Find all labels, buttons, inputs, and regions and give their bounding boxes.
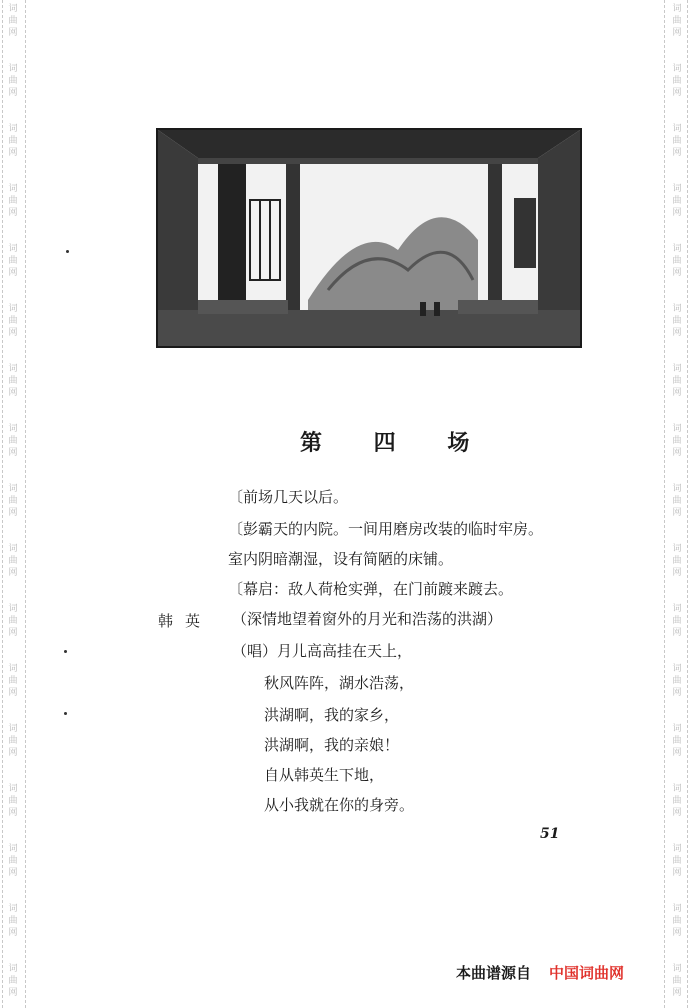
watermark-glyph: 词: [8, 4, 18, 14]
watermark-glyph: 网: [8, 808, 18, 818]
scene-title: 第 四 场: [300, 431, 492, 456]
watermark-glyph: 曲: [8, 436, 18, 446]
watermark-glyph: 网: [672, 148, 682, 158]
watermark-glyph: 网: [8, 388, 18, 398]
watermark-glyph: 网: [8, 28, 18, 38]
footer-source-label: 本曲谱源自: [456, 964, 532, 982]
watermark-glyph: 词: [8, 544, 18, 554]
watermark-glyph: 曲: [8, 616, 18, 626]
watermark-glyph: 词: [672, 484, 682, 494]
watermark-glyph: 词: [8, 64, 18, 74]
watermark-glyph: 网: [672, 688, 682, 698]
watermark-glyph: 曲: [672, 376, 682, 386]
watermark-glyph: 词: [672, 304, 682, 314]
watermark-glyph: 词: [672, 184, 682, 194]
watermark-glyph: 曲: [672, 196, 682, 206]
watermark-glyph: 词: [672, 124, 682, 134]
watermark-glyph: 曲: [672, 436, 682, 446]
watermark-glyph: 词: [672, 964, 682, 974]
watermark-glyph: 曲: [8, 256, 18, 266]
watermark-glyph: 词: [8, 424, 18, 434]
watermark-glyph: 网: [672, 268, 682, 278]
footer-credit: [456, 962, 624, 983]
stage-direction-4: 〔幕启：敌人荷枪实弹，在门前踱来踱去。: [228, 580, 514, 598]
watermark-glyph: 网: [672, 508, 682, 518]
watermark-glyph: 网: [672, 88, 682, 98]
stage-direction-2: 〔彭霸天的内院。一间用磨房改装的临时牢房。: [228, 520, 544, 538]
watermark-glyph: 网: [672, 568, 682, 578]
watermark-glyph: 网: [8, 628, 18, 638]
watermark-glyph: 词: [672, 904, 682, 914]
watermark-glyph: 网: [8, 748, 18, 758]
watermark-glyph: 词: [672, 4, 682, 14]
watermark-glyph: 曲: [672, 976, 682, 986]
stage-direction-1: 〔前场几天以后。: [228, 488, 349, 506]
watermark-glyph: 曲: [672, 856, 682, 866]
watermark-glyph: 网: [672, 28, 682, 38]
scan-speck: [66, 250, 69, 253]
watermark-glyph: 曲: [8, 736, 18, 746]
watermark-glyph: 词: [672, 784, 682, 794]
watermark-glyph: 曲: [8, 196, 18, 206]
watermark-glyph: 曲: [8, 376, 18, 386]
watermark-glyph: 曲: [8, 676, 18, 686]
watermark-glyph: 词: [8, 784, 18, 794]
watermark-glyph: 词: [8, 844, 18, 854]
watermark-glyph: 网: [8, 328, 18, 338]
watermark-glyph: 网: [672, 928, 682, 938]
watermark-glyph: 曲: [8, 316, 18, 326]
speaker-name: 韩英: [158, 612, 213, 630]
watermark-glyph: 词: [8, 724, 18, 734]
watermark-glyph: 曲: [8, 916, 18, 926]
watermark-glyph: 网: [8, 208, 18, 218]
watermark-glyph: 曲: [8, 976, 18, 986]
watermark-glyph: 网: [8, 508, 18, 518]
watermark-glyph: 曲: [672, 556, 682, 566]
watermark-glyph: 词: [8, 604, 18, 614]
watermark-glyph: 词: [672, 844, 682, 854]
lyric-line-5: 从小我就在你的身旁。: [264, 796, 415, 814]
watermark-glyph: 曲: [8, 496, 18, 506]
page-number: 51: [540, 826, 560, 842]
watermark-glyph: 曲: [672, 256, 682, 266]
watermark-glyph: 曲: [8, 556, 18, 566]
watermark-glyph: 词: [8, 484, 18, 494]
watermark-glyph: 曲: [672, 676, 682, 686]
watermark-glyph: 词: [672, 364, 682, 374]
watermark-glyph: 曲: [8, 136, 18, 146]
watermark-glyph: 网: [8, 88, 18, 98]
watermark-glyph: 词: [672, 724, 682, 734]
watermark-glyph: 曲: [8, 76, 18, 86]
watermark-glyph: 曲: [8, 856, 18, 866]
watermark-glyph: 网: [672, 808, 682, 818]
watermark-glyph: 网: [672, 208, 682, 218]
watermark-glyph: 网: [8, 568, 18, 578]
scan-speck: [64, 650, 67, 653]
watermark-glyph: 词: [672, 664, 682, 674]
watermark-glyph: 词: [8, 244, 18, 254]
watermark-glyph: 曲: [672, 796, 682, 806]
stage-set-illustration: [156, 128, 582, 348]
watermark-glyph: 词: [672, 604, 682, 614]
watermark-glyph: 曲: [8, 16, 18, 26]
watermark-glyph: 网: [8, 988, 18, 998]
watermark-glyph: 网: [8, 148, 18, 158]
watermark-glyph: 网: [672, 328, 682, 338]
sung-intro-line: （唱）月儿高高挂在天上，: [232, 642, 413, 660]
watermark-glyph: 网: [8, 688, 18, 698]
watermark-glyph: 曲: [672, 616, 682, 626]
watermark-glyph: 网: [672, 988, 682, 998]
watermark-glyph: 曲: [672, 496, 682, 506]
watermark-glyph: 词: [672, 424, 682, 434]
watermark-glyph: 词: [8, 664, 18, 674]
watermark-glyph: 词: [8, 124, 18, 134]
watermark-glyph: 网: [672, 868, 682, 878]
watermark-glyph: 词: [8, 184, 18, 194]
watermark-glyph: 词: [8, 964, 18, 974]
watermark-glyph: 网: [8, 268, 18, 278]
lyric-line-2: 洪湖啊，我的家乡，: [264, 706, 400, 724]
speaker-direction: （深情地望着窗外的月光和浩荡的洪湖）: [232, 610, 503, 628]
watermark-glyph: 曲: [672, 316, 682, 326]
watermark-glyph: 曲: [8, 796, 18, 806]
lyric-line-1: 秋风阵阵，湖水浩荡，: [264, 674, 415, 692]
watermark-glyph: 词: [672, 244, 682, 254]
watermark-glyph: 网: [8, 928, 18, 938]
watermark-glyph: 网: [672, 748, 682, 758]
watermark-glyph: 词: [672, 64, 682, 74]
watermark-glyph: 曲: [672, 916, 682, 926]
scan-speck: [64, 712, 67, 715]
lyric-line-4: 自从韩英生下地，: [264, 766, 385, 784]
watermark-glyph: 词: [8, 904, 18, 914]
watermark-glyph: 网: [672, 448, 682, 458]
stage-direction-3: 室内阴暗潮湿，设有简陋的床铺。: [228, 550, 454, 568]
watermark-glyph: 网: [8, 448, 18, 458]
lyric-line-3: 洪湖啊，我的亲娘！: [264, 736, 400, 754]
watermark-glyph: 曲: [672, 136, 682, 146]
watermark-glyph: 网: [672, 388, 682, 398]
watermark-glyph: 曲: [672, 16, 682, 26]
watermark-glyph: 曲: [672, 76, 682, 86]
watermark-glyph: 词: [8, 364, 18, 374]
watermark-glyph: 词: [8, 304, 18, 314]
watermark-glyph: 词: [672, 544, 682, 554]
footer-site-name[interactable]: 中国词曲网: [549, 964, 625, 982]
watermark-glyph: 曲: [672, 736, 682, 746]
watermark-glyph: 网: [8, 868, 18, 878]
watermark-glyph: 网: [672, 628, 682, 638]
